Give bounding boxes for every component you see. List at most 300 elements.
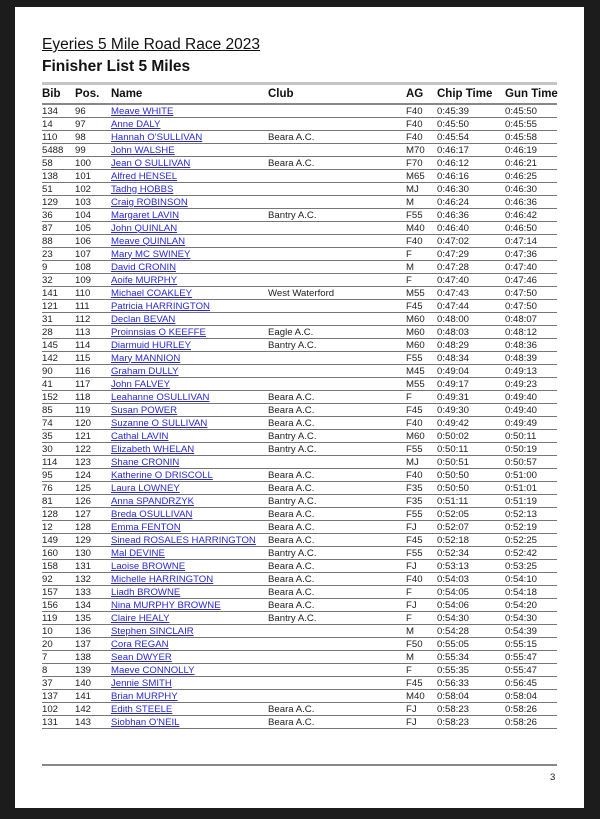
cell-gun: 0:46:21 (505, 157, 538, 169)
table-row (42, 144, 557, 157)
cell-bib: 76 (42, 482, 53, 494)
runner-name-link[interactable]: Hannah O'SULLIVAN (111, 131, 203, 143)
cell-bib: 10 (42, 625, 53, 637)
cell-ag: F (406, 248, 412, 260)
cell-pos: 143 (75, 716, 92, 728)
table-row (42, 651, 557, 664)
cell-pos: 112 (75, 313, 91, 325)
cell-chip: 0:53:13 (437, 560, 470, 572)
cell-club: Beara A.C. (268, 157, 315, 169)
cell-chip: 0:52:07 (437, 521, 470, 533)
cell-ag: F55 (406, 209, 423, 221)
cell-name (111, 132, 202, 143)
runner-name-link[interactable]: Siobhan O'NEIL (111, 716, 180, 728)
cell-ag: M (406, 261, 414, 273)
cell-ag: M (406, 196, 414, 208)
cell-ag: F (406, 586, 412, 598)
cell-pos: 104 (75, 209, 92, 221)
runner-name-link[interactable]: Anna SPANDRZYK (111, 495, 194, 507)
runner-name-link[interactable]: John WALSHE (111, 144, 175, 156)
cell-ag: MJ (406, 183, 419, 195)
table-row (42, 716, 557, 729)
runner-name-link[interactable]: Elizabeth WHELAN (111, 443, 195, 455)
cell-ag: F55 (406, 443, 423, 455)
cell-pos: 127 (75, 508, 92, 520)
runner-name-link[interactable]: Susan POWER (111, 404, 178, 416)
table-row (42, 599, 557, 612)
cell-club: Beara A.C. (268, 586, 315, 598)
cell-name (111, 288, 192, 299)
runner-name-link[interactable]: Tadhg HOBBS (111, 183, 174, 195)
cell-name (111, 652, 172, 663)
cell-name (111, 600, 221, 611)
cell-gun: 0:51:00 (505, 469, 538, 481)
table-row (42, 170, 557, 183)
cell-chip: 0:51:11 (437, 495, 469, 507)
table-row (42, 404, 557, 417)
cell-gun: 0:58:04 (505, 690, 538, 702)
cell-ag: M (406, 625, 414, 637)
cell-bib: 32 (42, 274, 53, 286)
table-row (42, 482, 557, 495)
cell-pos: 122 (75, 443, 92, 455)
cell-bib: 95 (42, 469, 53, 481)
runner-name-link[interactable]: Laoise BROWNE (111, 560, 186, 572)
cell-pos: 136 (75, 625, 92, 637)
cell-name (111, 171, 177, 182)
runner-name-link[interactable]: Breda OSULLIVAN (111, 508, 193, 520)
cell-gun: 0:47:36 (505, 248, 538, 260)
cell-ag: F40 (406, 131, 423, 143)
page-number: 3 (550, 772, 556, 783)
race-title: Eyeries 5 Mile Road Race 2023 (42, 36, 260, 53)
cell-name (111, 405, 177, 416)
cell-gun: 0:45:55 (505, 118, 538, 130)
cell-name (111, 509, 192, 520)
cell-pos: 102 (75, 183, 92, 195)
cell-pos: 101 (75, 170, 92, 182)
table-row (42, 313, 557, 326)
runner-name-link[interactable]: Liadh BROWNE (111, 586, 181, 598)
cell-ag: FJ (406, 599, 417, 611)
table-row (42, 183, 557, 196)
cell-gun: 0:54:30 (505, 612, 538, 624)
cell-pos: 111 (75, 300, 90, 312)
cell-pos: 109 (75, 274, 92, 286)
cell-name (111, 574, 213, 585)
table-row (42, 612, 557, 625)
runner-name-link[interactable]: Stephen SINCLAIR (111, 625, 194, 637)
document-page (15, 7, 584, 808)
cell-chip: 0:45:50 (437, 118, 470, 130)
cell-pos: 141 (75, 690, 92, 702)
cell-gun: 0:46:25 (505, 170, 538, 182)
cell-club: Bantry A.C. (268, 339, 317, 351)
cell-pos: 130 (75, 547, 92, 559)
runner-name-link[interactable]: Jean O SULLIVAN (111, 157, 191, 169)
cell-name (111, 379, 170, 390)
table-row (42, 677, 557, 690)
cell-club: Beara A.C. (268, 469, 315, 481)
cell-bib: 141 (42, 287, 59, 299)
cell-name (111, 561, 185, 572)
table-row (42, 664, 557, 677)
cell-chip: 0:49:30 (437, 404, 470, 416)
runner-name-link[interactable]: Shane CRONIN (111, 456, 180, 468)
header-chip-time: Chip Time (437, 88, 493, 100)
runner-name-link[interactable]: Claire HEALY (111, 612, 170, 624)
cell-ag: M45 (406, 365, 425, 377)
cell-ag: F45 (406, 534, 423, 546)
cell-chip: 0:48:00 (437, 313, 470, 325)
cell-chip: 0:46:12 (437, 157, 470, 169)
cell-pos: 134 (75, 599, 92, 611)
cell-chip: 0:54:05 (437, 586, 470, 598)
cell-pos: 131 (75, 560, 92, 572)
cell-chip: 0:45:39 (437, 105, 470, 117)
cell-gun: 0:48:12 (505, 326, 538, 338)
cell-pos: 138 (75, 651, 92, 663)
runner-name-link[interactable]: Mary MC SWINEY (111, 248, 191, 260)
cell-gun: 0:55:47 (505, 664, 538, 676)
cell-chip: 0:49:42 (437, 417, 470, 429)
runner-name-link[interactable]: Meave QUINLAN (111, 235, 186, 247)
cell-bib: 9 (42, 261, 48, 273)
runner-name-link[interactable]: Suzanne O SULLIVAN (111, 417, 208, 429)
table-row (42, 131, 557, 144)
cell-chip: 0:46:40 (437, 222, 470, 234)
cell-name (111, 106, 173, 117)
cell-chip: 0:46:17 (437, 144, 470, 156)
cell-bib: 5488 (42, 144, 64, 156)
table-row (42, 690, 557, 703)
cell-gun: 0:49:40 (505, 404, 538, 416)
cell-bib: 85 (42, 404, 53, 416)
cell-pos: 107 (75, 248, 92, 260)
cell-name (111, 587, 180, 598)
cell-ag: M40 (406, 222, 425, 234)
cell-chip: 0:55:34 (437, 651, 470, 663)
cell-gun: 0:46:50 (505, 222, 538, 234)
cell-ag: M55 (406, 378, 425, 390)
runner-name-link[interactable]: Proinnsias O KEEFFE (111, 326, 206, 338)
cell-name (111, 158, 190, 169)
cell-chip: 0:47:02 (437, 235, 470, 247)
cell-name (111, 704, 172, 715)
runner-name-link[interactable]: Emma FENTON (111, 521, 181, 533)
cell-name (111, 691, 178, 702)
table-row (42, 261, 557, 274)
cell-club: Beara A.C. (268, 703, 315, 715)
table-row (42, 248, 557, 261)
cell-gun: 0:46:19 (505, 144, 538, 156)
cell-chip: 0:55:05 (437, 638, 470, 650)
cell-ag: M55 (406, 287, 425, 299)
cell-gun: 0:52:13 (505, 508, 538, 520)
cell-chip: 0:49:31 (437, 391, 470, 403)
runner-name-link[interactable]: Graham DULLY (111, 365, 179, 377)
cell-gun: 0:46:30 (505, 183, 538, 195)
runner-name-link[interactable]: Edith STEELE (111, 703, 173, 715)
cell-club: Beara A.C. (268, 573, 315, 585)
cell-gun: 0:54:18 (505, 586, 538, 598)
runner-name-link[interactable]: Meave WHITE (111, 105, 174, 117)
cell-chip: 0:48:29 (437, 339, 470, 351)
table-row (42, 157, 557, 170)
cell-name (111, 301, 210, 312)
table-row (42, 443, 557, 456)
cell-pos: 135 (75, 612, 92, 624)
cell-chip: 0:50:02 (437, 430, 470, 442)
cell-gun: 0:45:58 (505, 131, 538, 143)
cell-pos: 120 (75, 417, 92, 429)
cell-name (111, 119, 160, 130)
cell-name (111, 340, 191, 351)
cell-ag: F55 (406, 352, 423, 364)
cell-name (111, 392, 210, 403)
cell-bib: 51 (42, 183, 53, 195)
cell-gun: 0:55:47 (505, 651, 538, 663)
table-row (42, 417, 557, 430)
cell-pos: 128 (75, 521, 92, 533)
cell-ag: F50 (406, 638, 423, 650)
cell-bib: 129 (42, 196, 59, 208)
cell-gun: 0:52:25 (505, 534, 538, 546)
cell-ag: FJ (406, 703, 417, 715)
runner-name-link[interactable]: Declan BEVAN (111, 313, 176, 325)
cell-pos: 113 (75, 326, 91, 338)
cell-club: Bantry A.C. (268, 443, 317, 455)
runner-name-link[interactable]: Sean DWYER (111, 651, 172, 663)
cell-gun: 0:51:19 (505, 495, 538, 507)
cell-ag: F55 (406, 508, 423, 520)
table-row (42, 586, 557, 599)
cell-bib: 121 (42, 300, 59, 312)
cell-pos: 121 (75, 430, 92, 442)
runner-name-link[interactable]: Anne DALY (111, 118, 161, 130)
runner-name-link[interactable]: Laura LOWNEY (111, 482, 180, 494)
cell-chip: 0:58:04 (437, 690, 470, 702)
runner-name-link[interactable]: Leahanne OSULLIVAN (111, 391, 210, 403)
runner-name-link[interactable]: Nina MURPHY BROWNE (111, 599, 221, 611)
cell-ag: F55 (406, 547, 423, 559)
cell-gun: 0:50:57 (505, 456, 538, 468)
runner-name-link[interactable]: Patricia HARRINGTON (111, 300, 210, 312)
cell-club: Bantry A.C. (268, 209, 317, 221)
cell-gun: 0:46:36 (505, 196, 538, 208)
cell-bib: 156 (42, 599, 59, 611)
runner-name-link[interactable]: Mary MANNION (111, 352, 181, 364)
cell-name (111, 483, 180, 494)
cell-chip: 0:50:50 (437, 482, 470, 494)
cell-bib: 114 (42, 456, 58, 468)
cell-club: Beara A.C. (268, 131, 315, 143)
cell-pos: 119 (75, 404, 91, 416)
cell-chip: 0:58:23 (437, 716, 470, 728)
cell-pos: 96 (75, 105, 86, 117)
cell-gun: 0:51:01 (505, 482, 538, 494)
cell-chip: 0:46:36 (437, 209, 470, 221)
cell-ag: F40 (406, 573, 423, 585)
runner-name-link[interactable]: Craig ROBINSON (111, 196, 188, 208)
cell-pos: 140 (75, 677, 92, 689)
cell-name (111, 717, 180, 728)
cell-ag: FJ (406, 560, 417, 572)
cell-name (111, 236, 185, 247)
cell-name (111, 665, 195, 676)
cell-chip: 0:46:30 (437, 183, 470, 195)
cell-club: Bantry A.C. (268, 547, 317, 559)
table-row (42, 495, 557, 508)
cell-ag: F (406, 664, 412, 676)
cell-ag: M60 (406, 339, 425, 351)
cell-chip: 0:46:24 (437, 196, 470, 208)
cell-ag: FJ (406, 716, 417, 728)
cell-gun: 0:50:19 (505, 443, 538, 455)
table-row (42, 521, 557, 534)
runner-name-link[interactable]: Aoife MURPHY (111, 274, 178, 286)
cell-ag: F40 (406, 105, 423, 117)
cell-club: Beara A.C. (268, 534, 315, 546)
table-row (42, 573, 557, 586)
cell-pos: 124 (75, 469, 92, 481)
cell-pos: 125 (75, 482, 92, 494)
runner-name-link[interactable]: Jennie SMITH (111, 677, 172, 689)
cell-name (111, 366, 179, 377)
cell-pos: 103 (75, 196, 92, 208)
cell-bib: 7 (42, 651, 48, 663)
cell-club: Bantry A.C. (268, 430, 317, 442)
cell-bib: 145 (42, 339, 59, 351)
header-name: Name (111, 88, 143, 100)
cell-pos: 132 (75, 573, 92, 585)
cell-gun: 0:45:50 (505, 105, 538, 117)
runner-name-link[interactable]: Brian MURPHY (111, 690, 178, 702)
cell-bib: 28 (42, 326, 53, 338)
cell-chip: 0:52:18 (437, 534, 470, 546)
cell-name (111, 262, 176, 273)
cell-name (111, 431, 168, 442)
runner-name-link[interactable]: Michael COAKLEY (111, 287, 193, 299)
cell-bib: 88 (42, 235, 53, 247)
table-row (42, 326, 557, 339)
cell-bib: 23 (42, 248, 53, 260)
cell-chip: 0:50:51 (437, 456, 470, 468)
cell-gun: 0:49:13 (505, 365, 538, 377)
cell-ag: M (406, 651, 414, 663)
cell-bib: 90 (42, 365, 53, 377)
cell-club: Beara A.C. (268, 716, 315, 728)
runner-name-link[interactable]: Katherine O DRISCOLL (111, 469, 213, 481)
cell-bib: 131 (42, 716, 59, 728)
runner-name-link[interactable]: Diarmuid HURLEY (111, 339, 191, 351)
cell-pos: 106 (75, 235, 92, 247)
footer-divider (42, 764, 557, 766)
cell-chip: 0:47:29 (437, 248, 470, 260)
table-row (42, 638, 557, 651)
cell-chip: 0:50:11 (437, 443, 469, 455)
cell-chip: 0:48:03 (437, 326, 470, 338)
runner-name-link[interactable]: Cathal LAVIN (111, 430, 169, 442)
cell-gun: 0:48:39 (505, 352, 538, 364)
cell-gun: 0:47:40 (505, 261, 538, 273)
cell-ag: F40 (406, 417, 423, 429)
cell-name (111, 275, 177, 286)
cell-bib: 119 (42, 612, 58, 624)
cell-pos: 99 (75, 144, 86, 156)
table-row (42, 365, 557, 378)
cell-gun: 0:48:07 (505, 313, 538, 325)
header-bib: Bib (42, 88, 61, 100)
cell-bib: 14 (42, 118, 53, 130)
cell-chip: 0:54:06 (437, 599, 470, 611)
runner-name-link[interactable]: John FALVEY (111, 378, 171, 390)
cell-gun: 0:47:14 (505, 235, 538, 247)
table-row (42, 703, 557, 716)
cell-ag: FJ (406, 521, 417, 533)
cell-chip: 0:46:16 (437, 170, 470, 182)
cell-club: West Waterford (268, 287, 335, 299)
runner-name-link[interactable]: Margaret LAVIN (111, 209, 180, 221)
cell-chip: 0:52:34 (437, 547, 470, 559)
table-row (42, 625, 557, 638)
cell-name (111, 457, 179, 468)
cell-gun: 0:47:46 (505, 274, 538, 286)
cell-ag: M70 (406, 144, 425, 156)
table-row (42, 196, 557, 209)
runner-name-link[interactable]: Alfred HENSEL (111, 170, 178, 182)
cell-bib: 81 (42, 495, 53, 507)
cell-name (111, 470, 213, 481)
cell-pos: 126 (75, 495, 92, 507)
cell-name (111, 548, 165, 559)
cell-ag: M60 (406, 313, 425, 325)
cell-name (111, 639, 169, 650)
runner-name-link[interactable]: Michelle HARRINGTON (111, 573, 214, 585)
runner-name-link[interactable]: John QUINLAN (111, 222, 178, 234)
table-row (42, 391, 557, 404)
runner-name-link[interactable]: Mal DEVINE (111, 547, 165, 559)
cell-gun: 0:53:25 (505, 560, 538, 572)
cell-ag: M60 (406, 430, 425, 442)
cell-pos: 142 (75, 703, 92, 715)
cell-chip: 0:48:34 (437, 352, 470, 364)
runner-name-link[interactable]: David CRONIN (111, 261, 177, 273)
cell-pos: 105 (75, 222, 92, 234)
cell-name (111, 327, 206, 338)
cell-pos: 97 (75, 118, 86, 130)
cell-chip: 0:47:44 (437, 300, 470, 312)
cell-bib: 41 (42, 378, 53, 390)
cell-chip: 0:47:40 (437, 274, 470, 286)
cell-chip: 0:54:30 (437, 612, 470, 624)
cell-name (111, 678, 172, 689)
cell-bib: 137 (42, 690, 59, 702)
cell-gun: 0:50:11 (505, 430, 537, 442)
cell-club: Beara A.C. (268, 404, 315, 416)
cell-club: Beara A.C. (268, 521, 315, 533)
cell-pos: 123 (75, 456, 92, 468)
runner-name-link[interactable]: Cora REGAN (111, 638, 169, 650)
runner-name-link[interactable]: Sinead ROSALES HARRINGTON (111, 534, 256, 546)
cell-bib: 74 (42, 417, 53, 429)
table-row (42, 534, 557, 547)
cell-bib: 160 (42, 547, 59, 559)
cell-gun: 0:54:39 (505, 625, 538, 637)
cell-ag: M40 (406, 690, 425, 702)
runner-name-link[interactable]: Maeve CONNOLLY (111, 664, 195, 676)
table-row (42, 378, 557, 391)
